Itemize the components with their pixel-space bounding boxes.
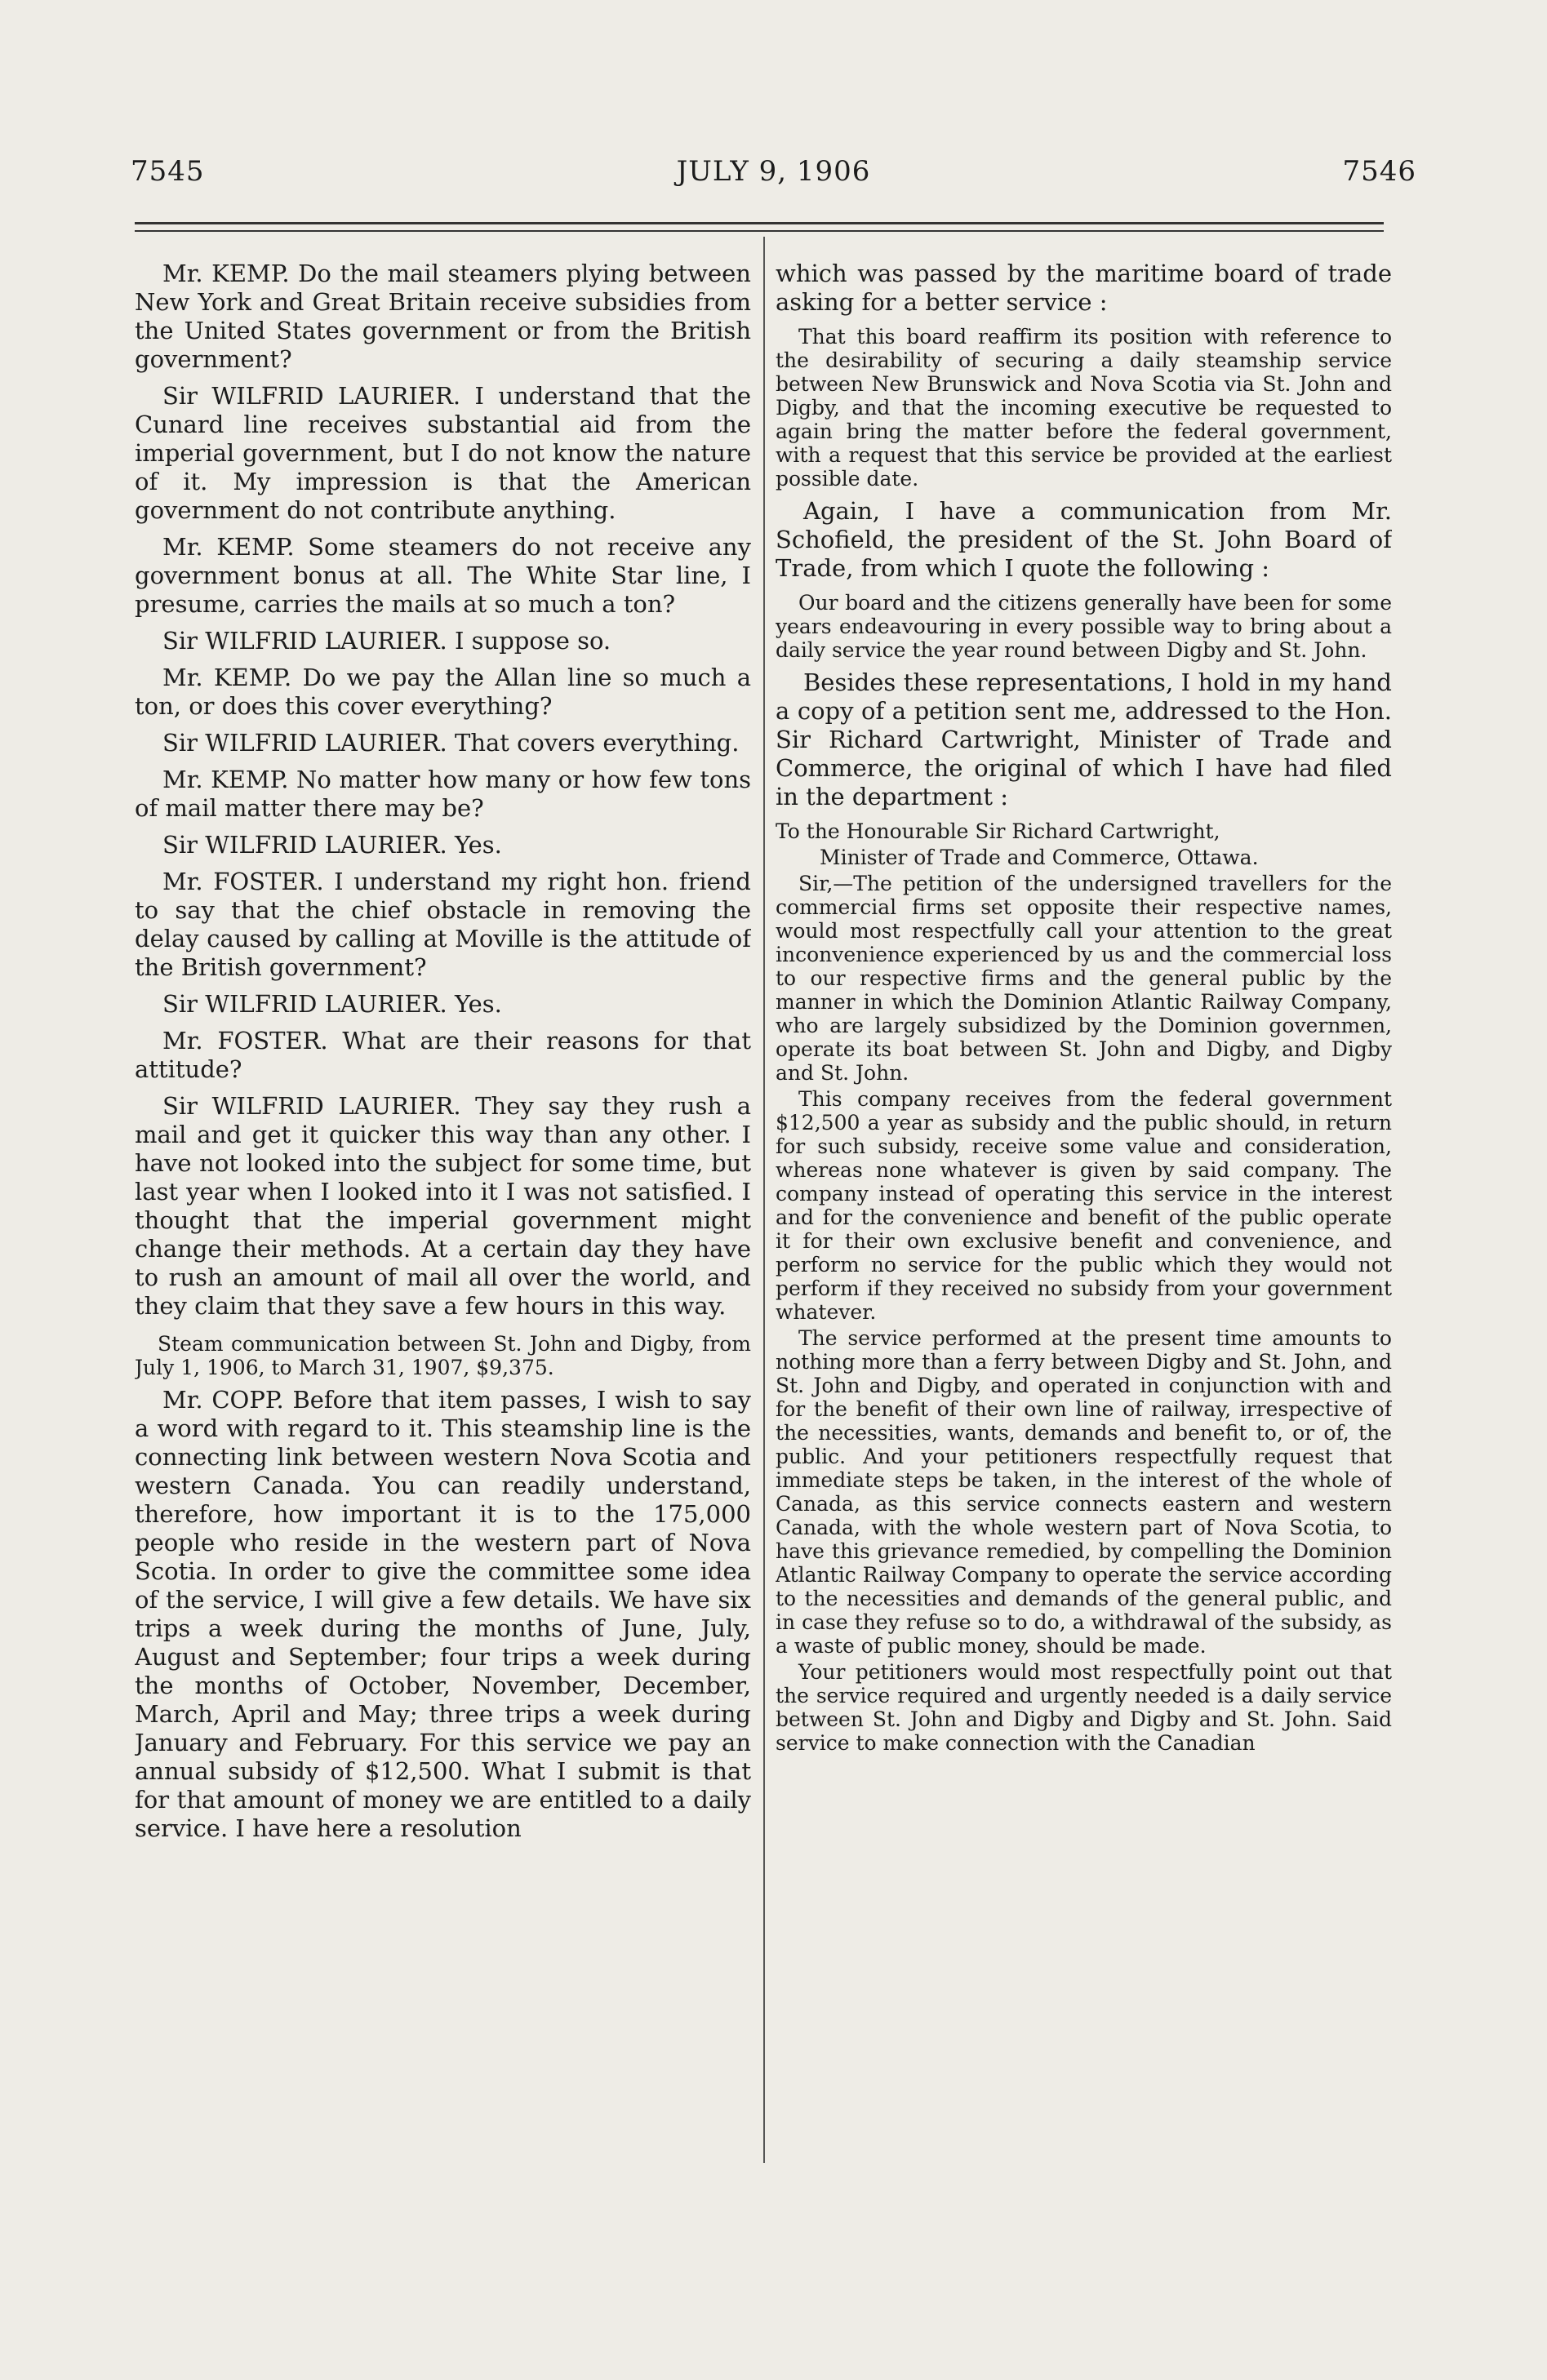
left-column [135,260,751,2194]
body-paragraph: Besides these representations, I hold in my hand a copy of a petition sent me, addressed to the Hon. Sir Richard Cartwright, Minister of Trade and Commerce, the original of which I have had filed in the department : [776,668,1392,810]
petition-paragraph: This company receives from the federal government $12,500 a year as subsidy and the public should, in return for such subsidy, receive some value and consideration, whereas none whatever is given by said company. The company instead of operating this service in the interest and for the convenience and benefit of the public operate it for their own exclusive benefit and convenience, and perform no service for the public which they would not perform if they received no subsidy from your government whatever. [776,1087,1392,1324]
quote-text: That this board reaffirm its position with reference to the desirability of securing a daily steamship service between New Brunswick and Nova Scotia via St. John and Digby, and that the incoming executive be requested to again bring the matter before the federal government, with a request that this service be provided at the earliest possible date. [776,325,1392,491]
speech-paragraph: Mr. KEMP. Some steamers do not receive any government bonus at all. The White Star line, I presume, carries the mails at so much a ton? [135,533,751,618]
quoted-letter [776,591,1392,662]
continued-paragraph: which was passed by the maritime board of trade asking for a better service : [776,260,1392,316]
petition-address-line: To the Honourable Sir Richard Cartwright, [776,819,1220,843]
petition-address-line: Minister of Trade and Commerce, Ottawa. [820,846,1259,869]
speech-paragraph: Mr. KEMP. Do the mail steamers plying between New York and Great Britain receive subsidies from the United States government or from the British government? [135,260,751,373]
petition-paragraph: The service performed at the present time amounts to nothing more than a ferry between Digby and St. John, and St. John and Digby, and operated in conjunction with and for the benefit of their own line of railway, irrespective of the necessities, wants, demands and benefit to, or of, the public. And your petitioners respectfully request that immediate steps be taken, in the interest of the whole of Canada, as this service connects eastern and western Canada, with the whole western part of Nova Scotia, to have this grievance remedied, by compelling the Dominion Atlantic Railway Company to operate the service according to the necessities and demands of the general public, and in case they refuse so to do, a withdrawal of the subsidy, as a waste of public money, should be made. [776,1326,1392,1658]
estimate-item [135,1332,751,1379]
speech-paragraph: Sir WILFRID LAURIER. That covers everything. [162,729,740,757]
petition-paragraph: Your petitioners would most respectfully point out that the service required and urgently needed is a daily service between St. John and Digby and Digby and St. John. Said service to make connection with the Canadian [776,1660,1392,1755]
page-number-right: 7546 [1342,155,1416,188]
quoted-resolution [776,325,1392,491]
body-paragraph: Again, I have a communication from Mr. Schofield, the president of the St. John Board of Trade, from which I quote the following : [776,497,1392,582]
page-date: JULY 9, 1906 [676,155,871,188]
header-rule-bottom [135,230,1384,232]
column-divider [763,237,765,2163]
speech-paragraph: Sir WILFRID LAURIER. They say they rush a mail and get it quicker this way than any other. I have not looked into the subject for some time, but last year when I looked into it I was not satisfied. I thought that the imperial government might change their methods. At a certain day they have to rush an amount of mail all over the world, and they claim that they save a few hours in this way. [135,1092,751,1320]
page-number-left: 7545 [131,155,205,188]
speech-paragraph: Sir WILFRID LAURIER. I suppose so. [162,627,611,655]
speech-paragraph: Mr. KEMP. No matter how many or how few tons of mail matter there may be? [135,766,751,822]
petition [776,819,1392,1755]
speech-paragraph: Sir WILFRID LAURIER. Yes. [162,990,502,1018]
speech-paragraph: Mr. COPP. Before that item passes, I wish to say a word with regard to it. This steamship line is the connecting link between western Nova Scotia and western Canada. You can readily understand, therefore, how important it is to the 175,000 people who reside in the western part of Nova Scotia. In order to give the committee some idea of the service, I will give a few details. We have six trips a week during the months of June, July, August and September; four trips a week during the months of October, November, December, March, April and May; three trips a week during January and February. For this service we pay an annual subsidy of $12,500. What I submit is that for that amount of money we are entitled to a daily service. I have here a resolution [135,1386,751,1842]
speech-paragraph: Mr. FOSTER. What are their reasons for that attitude? [135,1027,751,1083]
speech-paragraph: Mr. KEMP. Do we pay the Allan line so much a ton, or does this cover everything? [135,664,751,720]
speech-paragraph: Sir WILFRID LAURIER. I understand that the Cunard line receives substantial aid from the imperial government, but I do not know the nature of it. My impression is that the American government do not contribute anything. [135,382,751,524]
speech-paragraph: Mr. FOSTER. I understand my right hon. friend to say that the chief obstacle in removing the delay caused by calling at Moville is the attitude of the British government? [135,868,751,981]
speech-paragraph: Sir WILFRID LAURIER. Yes. [162,831,502,859]
petition-paragraph: Sir,—The petition of the undersigned travellers for the commercial firms set opposite their respective names, would most respectfully call your attention to the great inconvenience experienced by us and the commercial loss to our respective firms and the general public by the manner in which the Dominion Atlantic Railway Company, who are largely subsidized by the Dominion governmen, operate its boat between St. John and Digby, and Digby and St. John. [776,872,1392,1085]
header-rule-top [135,222,1384,224]
page-header [131,155,1416,204]
estimate-item-text: Steam communication between St. John and Digby, from July 1, 1906, to March 31, 1907, $9,375. [135,1332,751,1379]
right-column [776,260,1392,2194]
quote-text: Our board and the citizens generally have been for some years endeavouring in every possible way to bring about a daily service the year round between Digby and St. John. [776,591,1392,662]
